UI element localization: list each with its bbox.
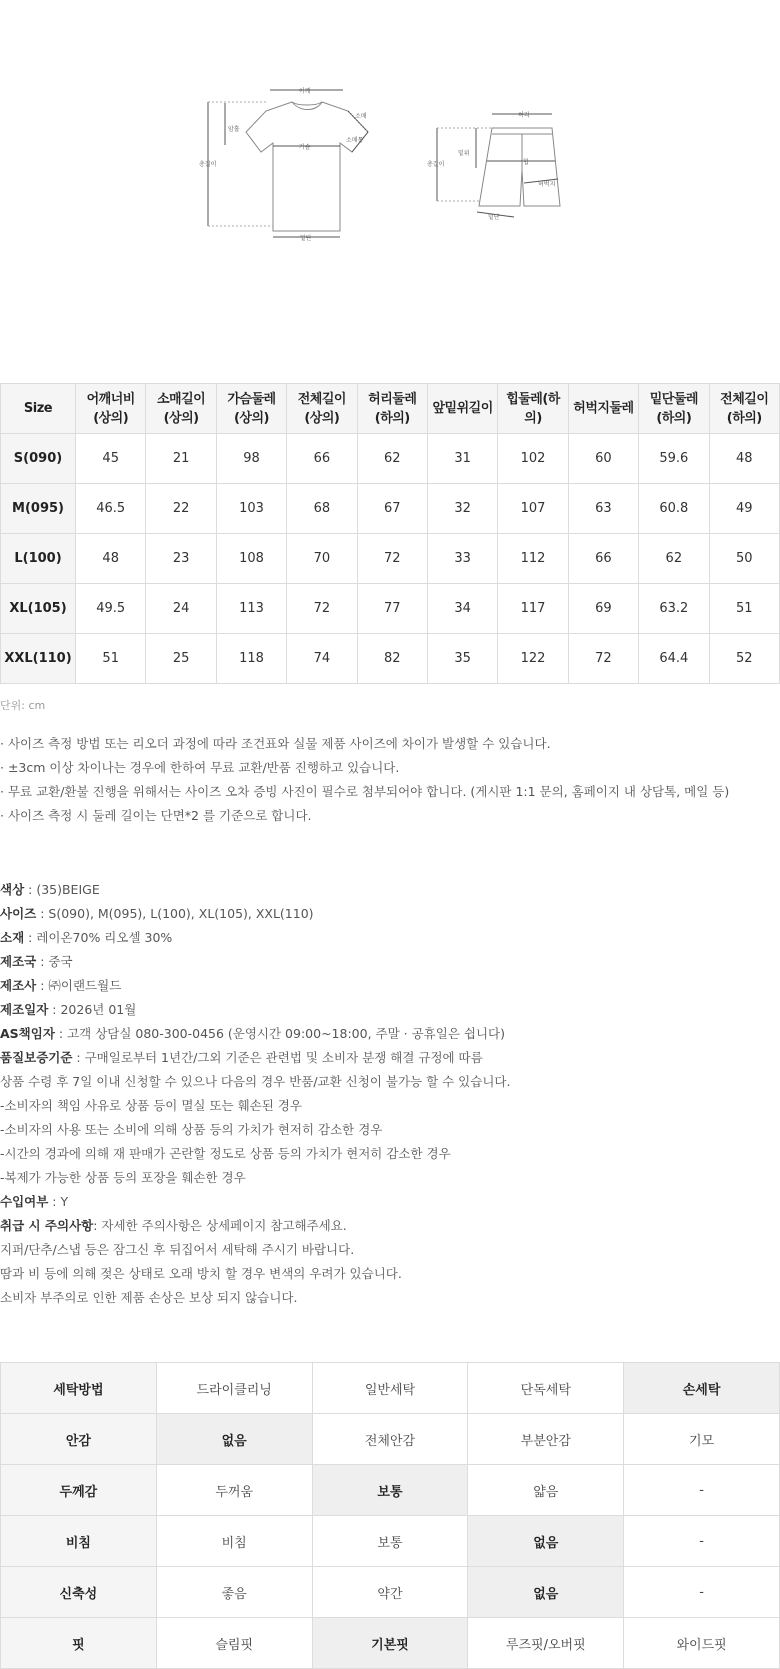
care-option: 기모 (624, 1414, 780, 1465)
product-info-key: 제조사 (0, 978, 37, 993)
table-cell: 60.8 (639, 484, 709, 534)
product-info-row (0, 1144, 510, 1168)
product-info-key: AS책임자 (0, 1026, 55, 1041)
product-info-value: -시간의 경과에 의해 재 판매가 곤란할 정도로 상품 등의 가치가 현저히 감소한 경우 (0, 1146, 451, 1161)
care-option: 없음 (156, 1414, 312, 1465)
table-cell: 70 (287, 534, 357, 584)
size-label: S(090) (1, 434, 76, 484)
product-info-value: : (35)BEIGE (24, 882, 100, 897)
product-info-value: : 2026년 01월 (48, 1002, 137, 1017)
care-table (0, 1362, 780, 1669)
table-cell: 50 (709, 534, 779, 584)
size-notes (0, 734, 729, 830)
tshirt-diagram (208, 90, 368, 237)
table-cell: 107 (498, 484, 568, 534)
product-info-row (0, 976, 510, 1000)
col-header: 어깨너비(상의) (76, 384, 146, 434)
table-cell: 34 (427, 584, 497, 634)
table-cell: 68 (287, 484, 357, 534)
col-header: 앞밑위길이 (427, 384, 497, 434)
product-info-key: 제조국 (0, 954, 37, 969)
care-option: 비침 (156, 1516, 312, 1567)
product-info-row (0, 928, 510, 952)
size-label: L(100) (1, 534, 76, 584)
table-cell: 118 (216, 634, 286, 684)
label-hem-top: 밑단 (300, 235, 312, 242)
measurement-diagrams (0, 0, 780, 300)
label-sleeve-cuff: 소매통 (346, 137, 364, 144)
note-item: · ±3cm 이상 차이나는 경우에 한하여 무료 교환/반품 진행하고 있습니다. (0, 760, 400, 775)
table-cell: 46.5 (76, 484, 146, 534)
table-cell: 63 (568, 484, 638, 534)
product-info-key: 소재 (0, 930, 25, 945)
care-row-label: 안감 (1, 1414, 157, 1465)
shorts-outline (479, 128, 560, 206)
table-cell: 102 (498, 434, 568, 484)
product-info-value: : 레이온70% 리오셀 30% (24, 930, 173, 945)
care-row (1, 1516, 780, 1567)
care-option: 약간 (312, 1567, 468, 1618)
product-info-row (0, 1216, 510, 1240)
table-cell: 66 (287, 434, 357, 484)
product-info-key: 품질보증기준 (0, 1050, 73, 1065)
table-cell: 49.5 (76, 584, 146, 634)
product-info-row (0, 1168, 510, 1192)
product-info (0, 880, 510, 1312)
table-cell: 103 (216, 484, 286, 534)
table-row (1, 634, 780, 684)
care-option: 보통 (312, 1465, 468, 1516)
product-info-row (0, 880, 510, 904)
table-cell: 82 (357, 634, 427, 684)
shorts-diagram (437, 114, 560, 217)
table-row (1, 484, 780, 534)
product-info-row (0, 1048, 510, 1072)
table-cell: 24 (146, 584, 216, 634)
care-option: 보통 (312, 1516, 468, 1567)
table-cell: 69 (568, 584, 638, 634)
product-info-value: -소비자의 책임 사유로 상품 등이 멸실 또는 훼손된 경우 (0, 1098, 302, 1113)
care-option: 드라이클리닝 (156, 1363, 312, 1414)
product-info-value: : 고객 상담실 080-300-0456 (운영시간 09:00~18:00, 주말 · 공휴일은 쉽니다) (54, 1026, 505, 1041)
note-item: · 사이즈 측정 방법 또는 리오더 과정에 따라 조건표와 실물 제품 사이즈에 차이가 발생할 수 있습니다. (0, 736, 551, 751)
care-option: 기본핏 (312, 1618, 468, 1669)
product-info-row (0, 1288, 510, 1312)
table-cell: 112 (498, 534, 568, 584)
table-cell: 49 (709, 484, 779, 534)
table-cell: 62 (357, 434, 427, 484)
table-row (1, 434, 780, 484)
table-cell: 72 (287, 584, 357, 634)
care-option: 부분안감 (468, 1414, 624, 1465)
product-info-value: : S(090), M(095), L(100), XL(105), XXL(110) (36, 906, 314, 921)
label-chest: 가슴 (299, 144, 311, 151)
care-option: 단독세탁 (468, 1363, 624, 1414)
care-option: 슬림핏 (156, 1618, 312, 1669)
col-header: 가슴둘레(상의) (216, 384, 286, 434)
table-row (1, 584, 780, 634)
table-cell: 23 (146, 534, 216, 584)
size-label: XL(105) (1, 584, 76, 634)
care-row (1, 1465, 780, 1516)
table-cell: 108 (216, 534, 286, 584)
label-waist: 허리 (518, 112, 530, 119)
table-cell: 77 (357, 584, 427, 634)
product-info-key: 수입여부 (0, 1194, 49, 1209)
table-cell: 33 (427, 534, 497, 584)
table-cell: 122 (498, 634, 568, 684)
table-cell: 35 (427, 634, 497, 684)
product-info-row (0, 904, 510, 928)
label-total-length-bottom: 총길이 (427, 161, 445, 168)
size-label: XXL(110) (1, 634, 76, 684)
note-item: · 사이즈 측정 시 둘레 길이는 단면*2 를 기준으로 합니다. (0, 808, 312, 823)
table-cell: 67 (357, 484, 427, 534)
care-row-label: 핏 (1, 1618, 157, 1669)
care-option: 루즈핏/오버핏 (468, 1618, 624, 1669)
table-cell: 32 (427, 484, 497, 534)
note-item: · 무료 교환/환불 진행을 위해서는 사이즈 오차 증빙 사진이 필수로 첨부되어야 합니다. (게시판 1:1 문의, 홈페이지 내 상담톡, 메일 등) (0, 784, 730, 799)
label-shoulder: 어깨 (299, 88, 311, 95)
table-cell: 21 (146, 434, 216, 484)
care-row-label: 두께감 (1, 1465, 157, 1516)
table-cell: 60 (568, 434, 638, 484)
col-header: 허벅지둘레 (568, 384, 638, 434)
product-info-key: 제조일자 (0, 1002, 49, 1017)
product-info-value: : ㈜이랜드월드 (36, 978, 122, 993)
table-cell: 98 (216, 434, 286, 484)
col-header: 전체길이(하의) (709, 384, 779, 434)
col-header: 전체길이(상의) (287, 384, 357, 434)
care-row-label: 신축성 (1, 1567, 157, 1618)
product-info-row (0, 1000, 510, 1024)
product-info-value: : 구매일로부터 1년간/그외 기준은 관련법 및 소비자 분쟁 해결 규정에 따름 (72, 1050, 483, 1065)
product-info-value: -소비자의 사용 또는 소비에 의해 상품 등의 가치가 현저히 감소한 경우 (0, 1122, 383, 1137)
product-info-row (0, 1072, 510, 1096)
care-option: 두꺼움 (156, 1465, 312, 1516)
product-info-value: 지퍼/단추/스냅 등은 잠그신 후 뒤집어서 세탁해 주시기 바랍니다. (0, 1242, 355, 1257)
label-armhole: 암홀 (228, 126, 240, 133)
table-cell: 72 (568, 634, 638, 684)
table-cell: 74 (287, 634, 357, 684)
product-info-value: 땀과 비 등에 의해 젖은 상태로 오래 방치 할 경우 변색의 우려가 있습니다. (0, 1266, 402, 1281)
product-info-value: 상품 수령 후 7일 이내 신청할 수 있으나 다음의 경우 반품/교환 신청이 불가능 할 수 있습니다. (0, 1074, 511, 1089)
table-row (1, 534, 780, 584)
care-option: 일반세탁 (312, 1363, 468, 1414)
table-cell: 48 (709, 434, 779, 484)
col-header: 허리둘레(하의) (357, 384, 427, 434)
table-cell: 25 (146, 634, 216, 684)
care-option: 없음 (468, 1516, 624, 1567)
tshirt-outline (246, 102, 368, 231)
product-info-row (0, 1096, 510, 1120)
product-info-row (0, 1024, 510, 1048)
product-info-row (0, 1192, 510, 1216)
product-info-value: : Y (48, 1194, 69, 1209)
col-header-size: Size (1, 384, 76, 434)
product-info-value: : 자세한 주의사항은 상세페이지 참고해주세요. (93, 1218, 347, 1233)
label-total-length-top: 총길이 (199, 161, 217, 168)
table-cell: 59.6 (639, 434, 709, 484)
table-cell: 62 (639, 534, 709, 584)
table-cell: 22 (146, 484, 216, 534)
table-cell: 63.2 (639, 584, 709, 634)
care-option: 전체안감 (312, 1414, 468, 1465)
table-cell: 51 (709, 584, 779, 634)
care-row (1, 1414, 780, 1465)
table-cell: 66 (568, 534, 638, 584)
col-header: 힙둘레(하의) (498, 384, 568, 434)
care-option: 없음 (468, 1567, 624, 1618)
care-option: 손세탁 (624, 1363, 780, 1414)
label-rise: 밑위 (458, 150, 470, 157)
table-cell: 117 (498, 584, 568, 634)
label-hem-bottom: 밑단 (488, 214, 500, 221)
size-label: M(095) (1, 484, 76, 534)
col-header: 밑단둘레(하의) (639, 384, 709, 434)
care-option: - (624, 1567, 780, 1618)
product-info-row (0, 952, 510, 976)
care-option: 얇음 (468, 1465, 624, 1516)
table-cell: 72 (357, 534, 427, 584)
size-table-header (1, 384, 780, 434)
size-table (0, 383, 780, 684)
col-header: 소매길이(상의) (146, 384, 216, 434)
table-cell: 51 (76, 634, 146, 684)
care-option: - (624, 1516, 780, 1567)
product-info-key: 취급 시 주의사항 (0, 1218, 94, 1233)
product-info-row (0, 1120, 510, 1144)
table-cell: 113 (216, 584, 286, 634)
product-info-value: -복제가 가능한 상품 등의 포장을 훼손한 경우 (0, 1170, 246, 1185)
table-cell: 48 (76, 534, 146, 584)
table-cell: 45 (76, 434, 146, 484)
care-row (1, 1567, 780, 1618)
unit-label: 단위: cm (0, 699, 46, 712)
care-option: 와이드핏 (624, 1618, 780, 1669)
care-row-label: 비침 (1, 1516, 157, 1567)
table-cell: 31 (427, 434, 497, 484)
care-row (1, 1363, 780, 1414)
label-thigh: 허벅지 (538, 181, 556, 188)
care-row (1, 1618, 780, 1669)
product-info-row (0, 1264, 510, 1288)
product-info-row (0, 1240, 510, 1264)
product-info-value: : 중국 (36, 954, 73, 969)
table-cell: 52 (709, 634, 779, 684)
table-cell: 64.4 (639, 634, 709, 684)
care-row-label: 세탁방법 (1, 1363, 157, 1414)
product-info-key: 색상 (0, 882, 25, 897)
product-info-value: 소비자 부주의로 인한 제품 손상은 보상 되지 않습니다. (0, 1290, 298, 1305)
product-info-key: 사이즈 (0, 906, 37, 921)
label-hip: 힙 (523, 159, 529, 166)
care-option: 좋음 (156, 1567, 312, 1618)
label-sleeve: 소매 (355, 113, 367, 120)
care-option: - (624, 1465, 780, 1516)
